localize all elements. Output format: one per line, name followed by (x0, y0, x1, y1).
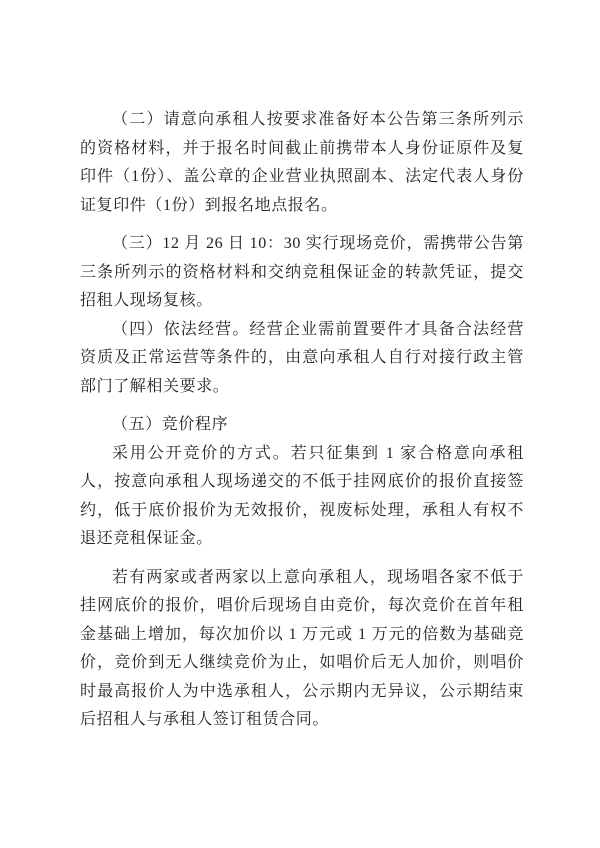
paragraph-clause-3-onsite-bidding-time: （三）12 月 26 日 10：30 实行现场竞价，需携带公告第三条所列示的资格材料和交纳竞租保证金的转款凭证，提交招租人现场复核。 (80, 235, 524, 309)
paragraph-clause-4-lawful-operation: （四）依法经营。经营企业需前置要件才具备合法经营资质及正常运营等条件的，由意向承租人自行对接行政主管部门了解相关要求。 (80, 320, 524, 395)
paragraph-bidding-multiple-tenants-rule: 若有两家或者两家以上意向承租人，现场唱各家不低于挂网底价的报价，唱价后现场自由竞价，每次竞价在首年租金基础上增加，每次加价以 1 万元或 1 万元的倍数为基础竞价，竞价到无人继续竞价为止，如唱价后无人加价，则唱价时最高报价人为中选承租人，公示期内无异议，公示期结束后招租人与承租人签订租赁合同。 (80, 568, 524, 728)
paragraph-bidding-single-tenant-rule: 采用公开竞价的方式。若只征集到 1 家合格意向承租人，按意向承租人现场递交的不低于挂网底价的报价直接签约，低于底价报价为无效报价，视废标处理，承租人有权不退还竞租保证金。 (80, 444, 524, 547)
paragraph-clause-5-bidding-procedure-heading: （五）竞价程序 (112, 416, 229, 433)
paragraph-clause-2-registration-materials: （二）请意向承租人按要求准备好本公告第三条所列示的资格材料，并于报名时间截止前携带本人身份证原件及复印件（1份）、盖公章的企业营业执照副本、法定代表人身份证复印件（1份）到报名地点报名。 (80, 111, 524, 214)
